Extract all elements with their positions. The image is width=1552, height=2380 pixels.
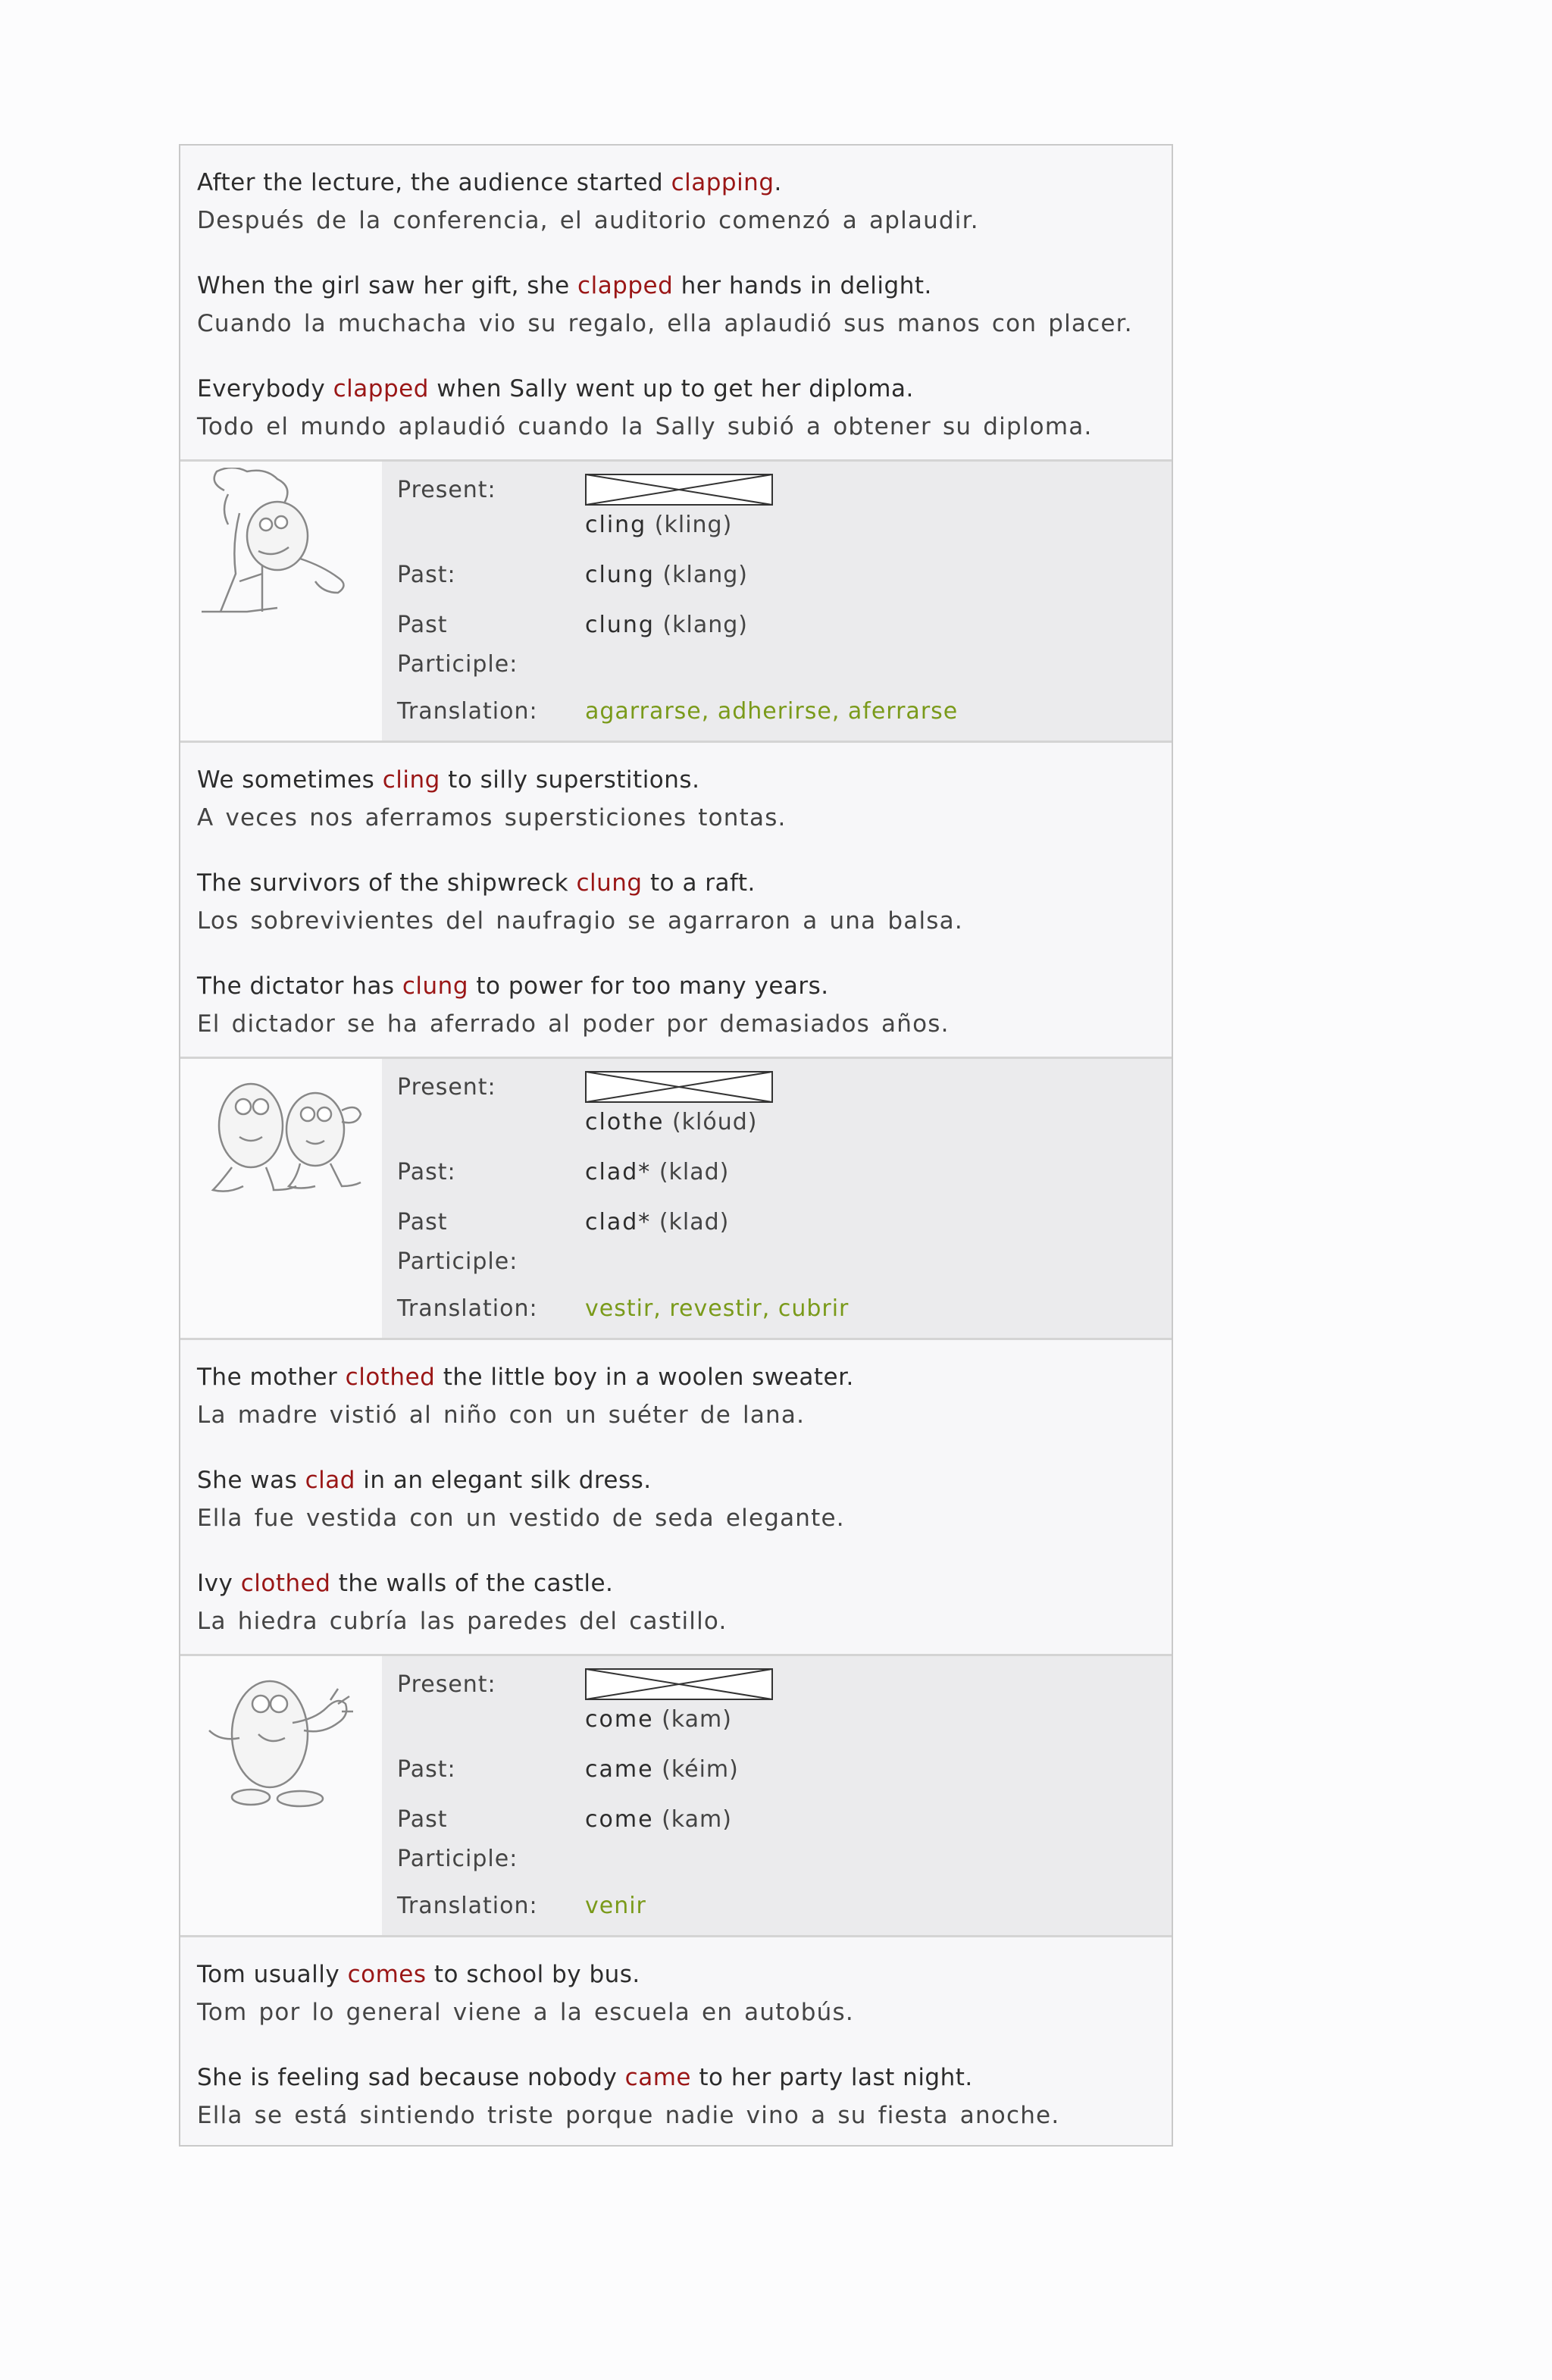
cartoon-illustration	[180, 1059, 382, 1329]
highlighted-verb: clothed	[345, 1364, 436, 1391]
cartoon-illustration	[180, 1656, 382, 1926]
pronunciation: (klóud)	[671, 1109, 758, 1135]
example-sentence	[197, 967, 1172, 1043]
verb-entry-come	[180, 1656, 1172, 1937]
translation-label: Translation:	[397, 1893, 538, 1919]
translation-label: Translation:	[397, 1295, 538, 1322]
example-sentence	[197, 2059, 1172, 2134]
verb-form: come	[585, 1706, 654, 1733]
example-sentence	[197, 1358, 1172, 1434]
present-value	[585, 1068, 773, 1142]
verb-form: clad*	[585, 1209, 652, 1235]
present-label: Present:	[397, 1074, 496, 1101]
spanish-translation: La madre vistió al niño con un suéter de lana.	[197, 1401, 806, 1429]
translation-row	[397, 1289, 1172, 1329]
highlighted-verb: clapped	[577, 272, 674, 299]
conjugation-table	[382, 1059, 1172, 1338]
present-row	[397, 1068, 1172, 1142]
verb-entry-cling	[180, 462, 1172, 743]
audio-placeholder-icon[interactable]	[585, 1668, 773, 1700]
spanish-translation: Los sobrevivientes del naufragio se agarraron a una balsa.	[197, 907, 963, 935]
translation-row	[397, 1887, 1172, 1926]
example-sentence	[197, 1461, 1172, 1537]
past-row	[397, 1153, 1172, 1192]
examples-cling	[180, 743, 1172, 1059]
spanish-translation: El dictador se ha aferrado al poder por demasiados años.	[197, 1010, 950, 1038]
pronunciation: (klad)	[659, 1159, 730, 1185]
participle-row	[397, 1800, 1172, 1879]
highlighted-verb: clung	[402, 972, 469, 1000]
translation-value: venir	[585, 1893, 646, 1919]
verb-list-page	[179, 144, 1173, 2147]
pronunciation: (kling)	[654, 512, 733, 538]
pronunciation: (klang)	[662, 612, 749, 638]
highlighted-verb: comes	[347, 1961, 427, 1988]
verb-form: cling	[585, 512, 647, 538]
translation-value: agarrarse, adherirse, aferrarse	[585, 698, 959, 725]
past-label: Past:	[397, 1159, 456, 1185]
english-sentence: After the lecture, the audience started clapping.	[197, 169, 782, 196]
highlighted-verb: cling	[382, 766, 440, 794]
example-sentence	[197, 1564, 1172, 1640]
participle-label: Past Participle:	[397, 1209, 518, 1275]
present-label: Present:	[397, 1671, 496, 1698]
english-sentence: When the girl saw her gift, she clapped her hands in delight.	[197, 272, 932, 299]
english-sentence: Ivy clothed the walls of the castle.	[197, 1570, 614, 1597]
past-row	[397, 556, 1172, 595]
english-sentence: Everybody clapped when Sally went up to get her diploma.	[197, 375, 914, 402]
examples-clothe	[180, 1340, 1172, 1656]
english-sentence: Tom usually comes to school by bus.	[197, 1961, 640, 1988]
verb-form: clung	[585, 612, 655, 638]
pronunciation: (kam)	[662, 1806, 732, 1833]
english-sentence: The dictator has clung to power for too many years.	[197, 972, 829, 1000]
english-sentence: The mother clothed the little boy in a woolen sweater.	[197, 1364, 854, 1391]
spanish-translation: Ella fue vestida con un vestido de seda elegante.	[197, 1505, 845, 1532]
spanish-translation: A veces nos aferramos supersticiones tontas.	[197, 804, 787, 831]
english-sentence: She was clad in an elegant silk dress.	[197, 1467, 652, 1494]
highlighted-verb: clapping	[671, 169, 774, 196]
english-sentence: We sometimes cling to silly superstitions.	[197, 766, 700, 794]
verb-entry-clothe	[180, 1059, 1172, 1340]
verb-form: come	[585, 1806, 654, 1833]
spanish-translation: La hiedra cubría las paredes del castillo.	[197, 1608, 728, 1635]
english-sentence: She is feeling sad because nobody came to her party last night.	[197, 2064, 973, 2091]
highlighted-verb: clapped	[333, 375, 429, 402]
past-row	[397, 1750, 1172, 1790]
examples-clap	[180, 146, 1172, 462]
spanish-translation: Después de la conferencia, el auditorio comenzó a aplaudir.	[197, 207, 979, 234]
verb-form: clad*	[585, 1159, 652, 1185]
present-label: Present:	[397, 477, 496, 503]
translation-value: vestir, revestir, cubrir	[585, 1295, 850, 1322]
past-label: Past:	[397, 562, 456, 588]
present-value	[585, 1665, 773, 1740]
spanish-translation: Tom por lo general viene a la escuela en autobús.	[197, 1999, 854, 2026]
examples-come	[180, 1937, 1172, 2134]
pronunciation: (kam)	[662, 1706, 732, 1733]
verb-form: came	[585, 1756, 654, 1783]
highlighted-verb: came	[624, 2064, 691, 2091]
participle-row	[397, 606, 1172, 684]
present-row	[397, 471, 1172, 545]
pronunciation: (klang)	[662, 562, 749, 588]
cartoon-two-characters-icon	[194, 1065, 368, 1217]
spanish-translation: Ella se está sintiendo triste porque nadie vino a su fiesta anoche.	[197, 2102, 1060, 2129]
highlighted-verb: clothed	[240, 1570, 331, 1597]
participle-row	[397, 1203, 1172, 1282]
example-sentence	[197, 164, 1172, 240]
audio-placeholder-icon[interactable]	[585, 1071, 773, 1103]
present-row	[397, 1665, 1172, 1740]
pronunciation: (klad)	[659, 1209, 730, 1235]
translation-label: Translation:	[397, 698, 538, 725]
example-sentence	[197, 370, 1172, 446]
english-sentence: The survivors of the shipwreck clung to a raft.	[197, 869, 756, 897]
verb-form: clothe	[585, 1109, 665, 1135]
spanish-translation: Todo el mundo aplaudió cuando la Sally subió a obtener su diploma.	[197, 413, 1093, 440]
example-sentence	[197, 864, 1172, 940]
past-label: Past:	[397, 1756, 456, 1783]
highlighted-verb: clad	[305, 1467, 355, 1494]
participle-label: Past Participle:	[397, 612, 518, 678]
example-sentence	[197, 761, 1172, 837]
present-value	[585, 471, 773, 545]
cartoon-illustration	[180, 462, 382, 731]
cartoon-clinging-to-tree-icon	[194, 468, 368, 619]
pronunciation: (kéim)	[662, 1756, 739, 1783]
conjugation-table	[382, 1656, 1172, 1935]
verb-form: clung	[585, 562, 655, 588]
example-sentence	[197, 267, 1172, 343]
highlighted-verb: clung	[576, 869, 643, 897]
conjugation-table	[382, 462, 1172, 741]
translation-row	[397, 692, 1172, 731]
participle-label: Past Participle:	[397, 1806, 518, 1872]
example-sentence	[197, 1956, 1172, 2031]
spanish-translation: Cuando la muchacha vio su regalo, ella aplaudió sus manos con placer.	[197, 310, 1133, 337]
audio-placeholder-icon[interactable]	[585, 474, 773, 506]
cartoon-calling-character-icon	[194, 1662, 368, 1814]
